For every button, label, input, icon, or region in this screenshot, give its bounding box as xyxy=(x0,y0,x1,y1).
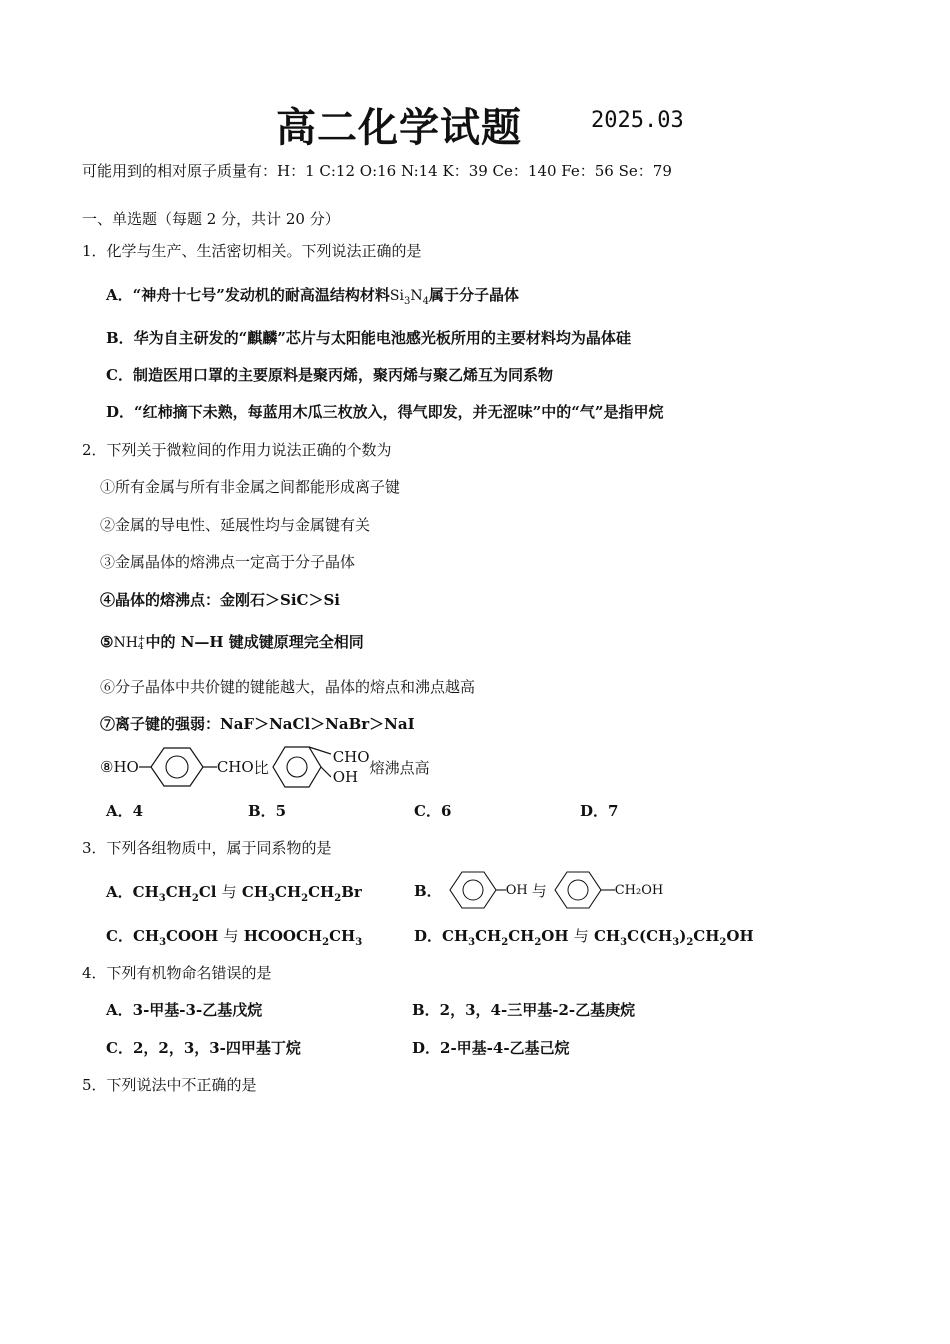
q2-statement-7: ⑦离子键的强弱：NaF＞NaCl＞NaBr＞NaI xyxy=(100,715,415,733)
q2-statement-5 xyxy=(100,631,364,652)
q2-statement-6: ⑥分子晶体中共价键的键能越大，晶体的熔点和沸点越高 xyxy=(100,678,476,696)
q1-option-d: D．“红柿摘下未熟，每蓝用木瓜三枚放入，得气即发，并无涩味”中的“气”是指甲烷 xyxy=(106,403,664,421)
q2-option-b: B．5 xyxy=(248,802,287,820)
q3-b-prefix: B． xyxy=(414,881,442,900)
q4-option-a: A．3-甲基-3-乙基戊烷 xyxy=(106,1001,263,1019)
q4-option-c: C．2，2，3，3-四甲基丁烷 xyxy=(106,1039,301,1057)
phenol-ring xyxy=(442,869,506,911)
page-title: 高二化学试题 xyxy=(276,104,522,151)
q2-statement-2: ②金属的导电性、延展性均与金属键有关 xyxy=(100,516,371,534)
ammonium-formula: NH + 4 xyxy=(113,634,146,652)
q2-option-a: A．4 xyxy=(106,802,144,820)
exam-date: 2025.03 xyxy=(591,108,684,133)
q2-statement-5-suffix: 中的 N—H 键成键原理完全相同 xyxy=(145,633,364,651)
q2-s8-ortho-oh: OH xyxy=(332,768,359,786)
section-heading: 一、单选题（每题 2 分，共计 20 分） xyxy=(82,210,340,228)
q2-s8-cho: CHO xyxy=(216,758,254,776)
question-3-stem: 3．下列各组物质中，属于同系物的是 xyxy=(82,839,332,857)
q1-option-a-suffix: 属于分子晶体 xyxy=(428,286,519,304)
q2-option-c: C．6 xyxy=(414,802,452,820)
q3-option-b xyxy=(414,868,663,912)
q3-b-ch2oh: CH₂OH xyxy=(614,882,664,898)
atomic-masses-note: 可能用到的相对原子质量有：H：1 C:12 O:16 N:14 K：39 Ce：140 Fe：56 Se：79 xyxy=(82,162,672,180)
q3-b-oh: OH xyxy=(505,882,528,898)
q2-s8-ortho-cho: CHO xyxy=(332,748,370,766)
q2-statement-5-prefix: ⑤ xyxy=(100,633,114,651)
q3-option-d: D．$CH_3CH_2CH_2OH$ 与 $CH_3C(CH_3)_2CH_2OH$ xyxy=(414,927,754,948)
q3-option-a: A．$CH_3CH_2Cl$ 与 $CH_3CH_2CH_2Br$ xyxy=(106,883,362,904)
q2-s8-suffix: 熔沸点高 xyxy=(369,758,430,777)
q3-b-and: 与 xyxy=(531,881,547,900)
q2-s8-compare: 比 xyxy=(253,758,269,777)
q2-statement-3: ③金属晶体的熔沸点一定高于分子晶体 xyxy=(100,553,356,571)
q4-option-d: D．2-甲基-4-乙基己烷 xyxy=(412,1039,570,1057)
q2-option-d: D．7 xyxy=(580,802,619,820)
question-2-stem: 2．下列关于微粒间的作用力说法正确的个数为 xyxy=(82,441,392,459)
si3n4-formula: $Si_3N_4$ xyxy=(389,288,429,307)
para-hydroxybenzaldehyde-ring xyxy=(139,744,217,790)
q1-option-a-prefix: A．“神舟十七号”发动机的耐高温结构材料 xyxy=(106,286,390,304)
q2-statement-8 xyxy=(100,742,430,792)
q3-d-and: 与 xyxy=(573,927,589,945)
q2-s8-prefix: ⑧HO xyxy=(100,758,139,776)
q2-statement-1: ①所有金属与所有非金属之间都能形成离子键 xyxy=(100,478,401,496)
benzyl-alcohol-ring xyxy=(551,869,615,911)
q3-c-and: 与 xyxy=(223,927,239,945)
q3-option-c: C．$CH_3COOH$ 与 $HCOOCH_2CH_3$ xyxy=(106,927,363,948)
question-4-stem: 4．下列有机物命名错误的是 xyxy=(82,964,272,982)
q2-statement-4: ④晶体的熔沸点：金刚石＞SiC＞Si xyxy=(100,591,341,609)
q4-option-b: B．2，3，4-三甲基-2-乙基庚烷 xyxy=(412,1001,636,1019)
q3-a-and: 与 xyxy=(221,883,237,901)
q1-option-c: C．制造医用口罩的主要原料是聚丙烯，聚丙烯与聚乙烯互为同系物 xyxy=(106,366,553,384)
question-5-stem: 5．下列说法中不正确的是 xyxy=(82,1076,257,1094)
q1-option-a xyxy=(106,284,519,307)
q1-option-b: B．华为自主研发的“麒麟”芯片与太阳能电池感光板所用的主要材料均为晶体硅 xyxy=(106,329,631,347)
question-1-stem: 1．化学与生产、生活密切相关。下列说法正确的是 xyxy=(82,242,422,260)
ortho-hydroxybenzaldehyde-ring xyxy=(269,742,331,792)
